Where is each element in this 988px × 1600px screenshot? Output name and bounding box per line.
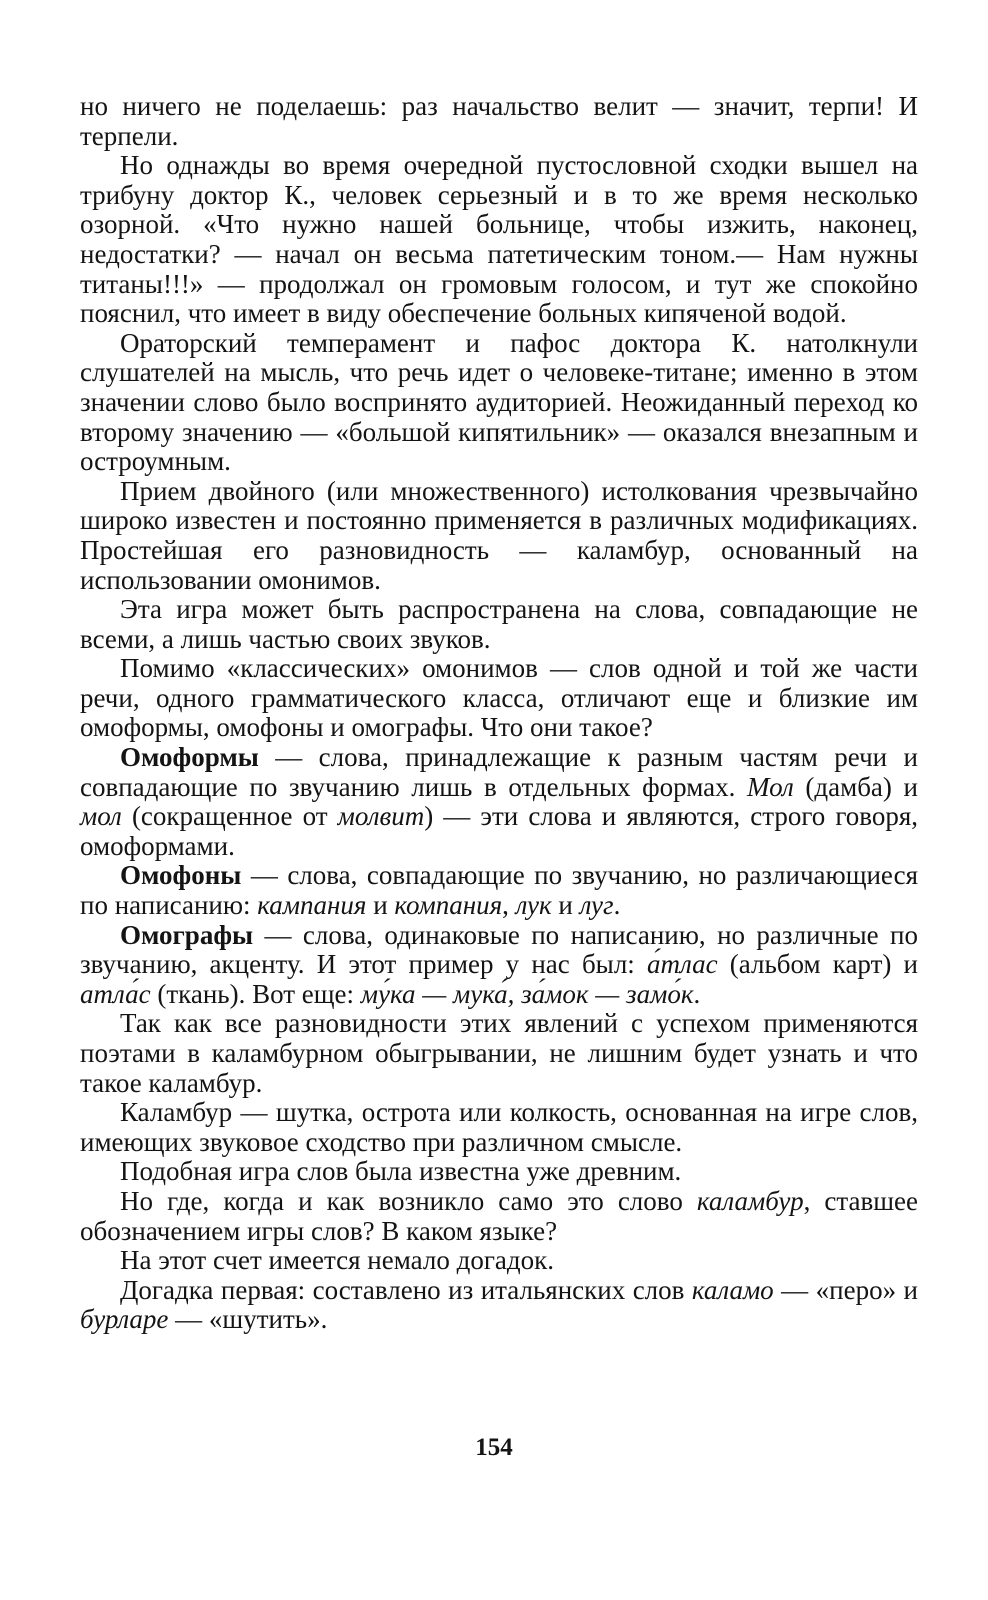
term-bold: Омоформы	[120, 742, 259, 773]
text-run: Так как все разновидности этих явлений с успехом применяются поэтами в каламбурном обыгрывании, не лишним будет узнать и что такое каламбур.	[80, 1008, 918, 1098]
text-run: ) — эти слова и являются, строго говоря, омоформами.	[80, 801, 918, 861]
text-run: (ткань). Вот еще:	[150, 978, 361, 1009]
paragraph-definition-omoformy	[80, 743, 918, 861]
text-run: Эта игра может быть распространена на слова, совпадающие не всеми, а лишь частью своих звуков.	[80, 594, 918, 654]
text-run: и	[366, 890, 395, 921]
text-run: ,	[502, 890, 516, 921]
word-italic: компания	[394, 890, 503, 921]
text-run: но ничего не поделаешь: раз начальство велит — значит, терпи! И терпели.	[80, 91, 918, 151]
word-italic: атла́с	[80, 978, 151, 1009]
paragraph	[80, 654, 918, 743]
text-run: — слова, одинаковые по написанию, но различные по звучанию, акценту. И этот пример у нас был:	[80, 919, 918, 980]
word-italic: мол	[80, 801, 122, 832]
text-run: Каламбур — шутка, острота или колкость, основанная на игре слов, имеющих звуковое сходство при различном смысле.	[80, 1097, 918, 1157]
paragraph	[80, 1098, 918, 1157]
word-italic: молвит	[337, 801, 425, 832]
word-italic: а́тлас	[646, 949, 718, 980]
text-run: .	[693, 978, 701, 1009]
text-run: — слова, совпадающие по звучанию, но различающиеся по написанию:	[80, 860, 918, 921]
text-run: Прием двойного (или множественного) истолкования чрезвычайно широко известен и постоянно применяется в различных модификациях. Простейшая его разновидность — каламбур, основанный на использовании омонимов.	[80, 475, 918, 595]
page-number: 154	[475, 1434, 513, 1461]
text-run: Помимо «классических» омонимов — слов одной и той же части речи, одного грамматического класса, отличают еще и близкие им омоформы, омофоны и омографы. Что они такое?	[80, 653, 918, 743]
paragraph	[80, 1009, 918, 1098]
text-run: — «шутить».	[168, 1304, 328, 1335]
text-run: , ставшее обозначением игры слов? В каком языке?	[80, 1185, 918, 1246]
text-run: Но однажды во время очередной пустословной сходки вышел на трибуну доктор К., человек серьезный и в то же время несколько озорной. «Что нужно нашей больнице, чтобы изжить, наконец, недостатки? — начал он весьма патетическим тоном.— Нам нужны титаны!!!» — продолжал он громовым голосом, и тут же спокойно пояснил, что имеет в виду обеспечение больных кипяченой водой.	[80, 150, 918, 329]
text-run: Ораторский темперамент и пафос доктора К. натолкнули слушателей на мысль, что речь идет о человеке-титане; именно в этом значении слово было воспринято аудиторией. Неожиданный переход ко второму значению — «большой кипятильник» — оказался внезапным и остроумным.	[80, 327, 918, 477]
word-italic: луг	[579, 890, 614, 921]
paragraph	[80, 477, 918, 595]
text-run: и	[551, 890, 580, 921]
word-italic: Мол	[747, 771, 794, 802]
word-italic: бурларе	[80, 1304, 169, 1335]
paragraph	[80, 1187, 918, 1246]
paragraph	[80, 1246, 918, 1276]
paragraph	[80, 1157, 918, 1187]
text-run: — слова, принадлежащие к разным частям речи и совпадающие по звучанию лишь в отдельных формах.	[80, 742, 918, 802]
text-run: Догадка первая: составлено из итальянских слов	[120, 1274, 692, 1305]
text-run: Подобная игра слов была известна уже древним.	[120, 1156, 682, 1187]
paragraph-definition-omofony	[80, 861, 918, 920]
text-run: (альбом карт) и	[717, 949, 918, 980]
word-italic: каламо	[691, 1274, 774, 1305]
word-italic: кампания	[257, 890, 367, 921]
paragraph	[80, 1276, 918, 1335]
text-run: — «перо» и	[773, 1274, 919, 1305]
word-italic: му́ка — мука́, за́мок — замо́к	[360, 978, 694, 1009]
paragraph-definition-omografy	[80, 921, 918, 1010]
term-bold: Омофоны	[120, 860, 242, 891]
word-italic: каламбур	[696, 1185, 804, 1216]
text-run: .	[613, 890, 621, 921]
term-bold: Омографы	[120, 919, 254, 950]
paragraph	[80, 151, 918, 329]
text-run: Но где, когда и как возникло само это слово	[120, 1185, 697, 1216]
text-run: (сокращенное от	[121, 801, 338, 832]
paragraph	[80, 92, 918, 151]
text-run: (дамба) и	[793, 771, 918, 802]
paragraph	[80, 595, 918, 654]
paragraph	[80, 329, 918, 477]
text-run: На этот счет имеется немало догадок.	[120, 1245, 554, 1276]
page-text	[80, 92, 918, 1335]
word-italic: лук	[515, 890, 552, 921]
